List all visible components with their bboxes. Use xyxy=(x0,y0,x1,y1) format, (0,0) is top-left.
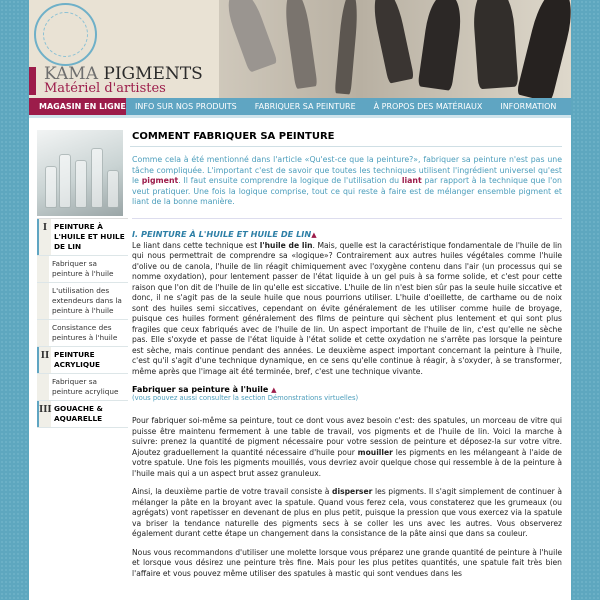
page xyxy=(29,0,571,600)
brand-name-a: KAMA xyxy=(44,64,98,84)
page-title: COMMENT FABRIQUER SA PEINTURE xyxy=(132,131,335,142)
sidebar-item-number: II xyxy=(37,347,51,373)
main-content xyxy=(132,131,562,587)
sidebar-image xyxy=(37,130,123,216)
sidebar-item-label: GOUACHE & AQUARELLE xyxy=(54,404,103,423)
body-paragraph: Ainsi, la deuxième partie de votre travail consiste à disperser les pigments. Il s'agit simplement de continuer à mélanger la pâte en la broyant avec la spatule. Quand vous ferez cela, vous constaterez que les grumeaux (ou agrégats) vont rapetisser en devenant de plus en plus petit, puisque la pression que vous exercez via la spatule va briser la tendance naturelle des pigments secs à se coller les uns avec les autres. Vous observerez également durant cette étape un changement dans la consistance de la pâte ainsi que dans sa couleur. xyxy=(132,487,563,539)
main-nav xyxy=(29,98,571,115)
sidebar-item-number: I xyxy=(37,219,51,255)
body-paragraph: Pour fabriquer soi-même sa peinture, tout ce dont vous avez besoin c'est: des spatules, un morceau de vitre qui puisse être maintenu fermement à une table de travail, vos pigments et de l'huile de lin. Voici la marche à suivre: prenez la quantité de pigment nécessaire pour votre session de peinture et déposez-la sur votre vitre. Ajoutez graduellement la quantité nécessaire d'huile pour mouiller les pigments en les mélangeant à l'aide de votre spatule. Une fois les pigments mouillés, vous devriez avoir quelque chose qui ressemble à de la peinture à l'huile mais qui a un aspect brut assez granuleux. xyxy=(132,416,562,478)
intro-liant-link[interactable]: liant xyxy=(401,176,422,186)
sidebar-item-gouache[interactable] xyxy=(37,401,128,428)
intro-paragraph: Comme cela à été mentionné dans l'article «Qu'est-ce que la peinture?», fabriquer sa peinture n'est pas une tâche compliquée. L'important c'est de savoir que toutes les techniques utilisent l'ingrédient universel qu'est le pigment. Il faut ensuite comprendre la logique de l'utilisation du liant par rapport à la technique que l'on veut pratiquer. Une fois la logique comprise, tout ce qui reste à faire est de mélanger ensemble pigment et liant de la bonne manière. xyxy=(132,155,562,207)
intro-pigment-link[interactable]: pigment xyxy=(141,176,179,186)
sidebar-item-number xyxy=(37,256,49,282)
sidebar-item-label: PEINTURE ACRYLIQUE xyxy=(54,350,100,369)
brand-name-b: PIGMENTS xyxy=(103,64,203,84)
sidebar-item-oil-painting[interactable] xyxy=(37,219,128,256)
sidebar-item-label: Consistance des peintures à l'huile xyxy=(52,323,118,342)
sidebar-item-number xyxy=(37,320,49,346)
brand-accent-bar xyxy=(29,67,36,95)
sidebar-item-make-acrylic[interactable] xyxy=(37,374,128,401)
sidebar-item-acrylic[interactable] xyxy=(37,347,128,374)
demo-link[interactable]: (vous pouvez aussi consulter la section Démonstrations virtuelles) xyxy=(132,394,359,403)
sidebar-item-number xyxy=(37,283,49,319)
section-divider xyxy=(132,218,562,219)
sidebar-item-label: L'utilisation des extendeurs dans la peinture à l'huile xyxy=(52,286,122,315)
header-photo xyxy=(219,0,571,98)
section-paragraph: Le liant dans cette technique est l'huile de lin. Mais, quelle est la caractéristique fondamentale de l'huile de lin qui nous permettrait de comprendre sa «logique»? Contrairement aux autres huiles végétales comme l'huile d'olive ou de canola, l'huile de lin réagit chimiquement avec l'oxygène contenu dans l'air (un processus qui se nomme oxydation), pour lentement passer de l'état liquide à un gel puis à sa forme solide, et c'est pour cette raison que l'on dit de l'huile de lin qu'elle est siccative. L'huile de lin n'est bien sûr pas la seule huile siccative et donc, il ne s'agit pas de la seule huile que nous pourrions utiliser. L'huile d'oeillette, de carthame ou de noix sont des huiles semi siccatives, cependant on évite généralement de les utiliser comme huile de broyage, puisque ces huiles forment généralement des films de peinture qui sèchent plus lentement et qui sont plus fragiles que ceux fabriqués avec de l'huile de lin. Un aspect important de l'huile de lin, c'est qu'elle ne sèche pas. Elle s'oxyde et passe de l'état liquide à l'état solide et cette oxydation ne s'arrête pas lorsque la peinture est sèche, mais continue pendant des années. Le deuxième aspect important concernant la peinture à l'huile, c'est qu'il s'agit d'une technique dynamique, en ce sens qu'elle continue à réagir, à s'oxyder, à se transformer, même après que l'image ait été terminée, bref, c'est une technique vivante. xyxy=(132,240,562,376)
section-heading: I. PEINTURE À L'HUILE ET HUILE DE LIN▲ xyxy=(132,228,317,239)
sidebar-item-extenders[interactable] xyxy=(37,283,128,320)
back-to-top-icon[interactable]: ▲ xyxy=(271,386,277,395)
logo-emblem xyxy=(34,3,97,66)
sidebar-item-number xyxy=(37,374,49,400)
nav-make-paint[interactable]: FABRIQUER SA PEINTURE xyxy=(254,102,356,111)
brand-tagline: Matériel d'artistes xyxy=(44,81,166,96)
nav-divider xyxy=(29,115,571,118)
sidebar-item-make-oil-paint[interactable] xyxy=(37,256,128,283)
sidebar xyxy=(37,130,128,428)
sidebar-menu xyxy=(37,218,128,428)
title-divider xyxy=(130,146,562,147)
site-header xyxy=(29,0,571,98)
nav-product-info[interactable]: INFO SUR NOS PRODUITS xyxy=(135,102,237,111)
nav-online-store[interactable]: MAGASIN EN LIGNE xyxy=(29,98,126,115)
nav-information[interactable]: INFORMATION xyxy=(500,102,557,111)
body-paragraph: Nous vous recommandons d'utiliser une molette lorsque vous préparez une grande quantité de peinture à l'huile et lorsque vous désirez une peinture très fine. Mais pour les plus petites quantités, une spatule fait très bien l'affaire et vous pouvez même utiliser des spatules à mastic qui sont vendues dans les xyxy=(132,547,562,578)
sidebar-item-label: Fabriquer sa peinture à l'huile xyxy=(52,259,114,278)
sidebar-item-label: PEINTURE À L'HUILE ET HUILE DE LIN xyxy=(54,222,125,251)
back-to-top-icon[interactable]: ▲ xyxy=(311,230,317,239)
nav-about-materials[interactable]: À PROPOS DES MATÉRIAUX xyxy=(373,102,483,111)
sidebar-item-label: Fabriquer sa peinture acrylique xyxy=(52,377,119,396)
sidebar-item-number: III xyxy=(37,401,51,427)
sidebar-item-consistency[interactable] xyxy=(37,320,128,347)
subsection-heading: Fabriquer sa peinture à l'huile ▲ xyxy=(132,385,277,395)
